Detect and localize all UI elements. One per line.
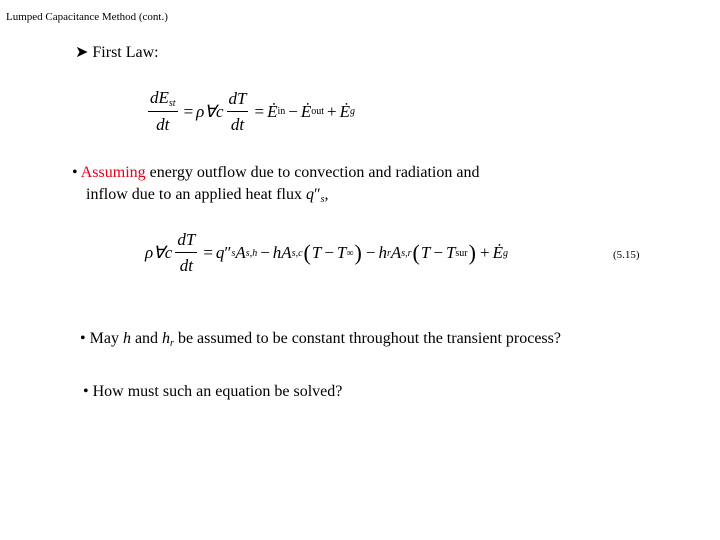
- bullet-text: and: [130, 330, 163, 347]
- eq-sub: s,h: [245, 247, 258, 259]
- bullet-text: inflow due to an applied heat flux: [86, 186, 306, 203]
- eq-term: ρ∀c: [196, 101, 224, 121]
- fraction-dT-dt: [227, 89, 249, 135]
- eq-term: Ė: [492, 243, 503, 262]
- highlight-text: Assuming: [80, 164, 146, 181]
- eq-term: h: [378, 243, 387, 262]
- eq-op: −: [365, 243, 376, 262]
- eq-term: dT: [227, 89, 249, 112]
- eq-sub: s: [231, 247, 236, 259]
- eq-op: =: [254, 101, 265, 121]
- eq-term: T: [445, 243, 456, 262]
- eq-sub: s: [320, 194, 325, 205]
- eq-sub: g: [502, 247, 508, 259]
- bullet-icon: •: [72, 164, 78, 181]
- eq-term: T: [311, 243, 322, 262]
- eq-op: +: [479, 243, 490, 262]
- eq-op: −: [433, 243, 443, 262]
- question-bullet-1: [80, 330, 561, 349]
- equation-number: (5.15): [613, 249, 640, 261]
- eq-sub: g: [349, 106, 355, 117]
- bullet-icon: •: [80, 330, 86, 347]
- eq-paren: (: [412, 240, 420, 265]
- eq-paren: ): [468, 240, 476, 265]
- eq-term: T: [336, 243, 347, 262]
- eq-sub: r: [386, 247, 391, 259]
- eq-sub: r: [170, 338, 174, 349]
- eq-term: h: [122, 330, 131, 347]
- eq-term: Ė: [339, 101, 350, 121]
- eq-op: −: [288, 101, 298, 121]
- eq-term: T: [420, 243, 431, 262]
- eq-term: ″: [313, 186, 321, 203]
- bullet-text: be assumed to be constant throughout the transient process?: [173, 330, 561, 347]
- transient-equation: [145, 230, 508, 276]
- eq-term: A: [235, 243, 246, 262]
- bullet-icon: •: [83, 383, 89, 400]
- eq-sub: in: [277, 106, 286, 117]
- eq-paren: (: [303, 240, 311, 265]
- assumption-bullet: [72, 162, 479, 211]
- eq-term: q: [215, 243, 225, 262]
- eq-sub: ∞: [346, 247, 354, 259]
- eq-term: ρ∀c: [145, 243, 173, 262]
- energy-balance-equation: [145, 88, 355, 135]
- eq-term: q: [305, 186, 314, 203]
- eq-term: dT: [175, 230, 197, 253]
- eq-op: +: [327, 101, 337, 121]
- eq-op: =: [203, 243, 213, 262]
- eq-op: −: [260, 243, 270, 262]
- eq-sub: s,r: [401, 247, 412, 259]
- eq-term: ″: [224, 243, 232, 262]
- first-law-heading: [75, 42, 159, 62]
- eq-sub: sur: [455, 247, 468, 259]
- bullet-text: How must such an equation be solved?: [92, 383, 343, 400]
- eq-term: dt: [179, 256, 193, 275]
- first-law-label: First Law:: [92, 44, 159, 61]
- bullet-text: May: [89, 330, 123, 347]
- eq-op: −: [324, 243, 334, 262]
- eq-op: =: [183, 101, 194, 121]
- eq-sub: st: [168, 98, 176, 109]
- eq-sub: s,c: [291, 247, 303, 259]
- question-bullet-2: [83, 383, 342, 401]
- eq-term: h: [162, 330, 171, 347]
- eq-term: A: [281, 243, 292, 262]
- eq-term: h: [272, 243, 282, 262]
- arrow-bullet-icon: ➤: [75, 44, 89, 61]
- eq-paren: ): [354, 240, 362, 265]
- fraction-dEst-dt: [148, 88, 178, 135]
- eq-term: A: [390, 243, 402, 262]
- eq-term: Ė: [300, 101, 312, 121]
- eq-term: dt: [230, 114, 245, 134]
- slide-title: Lumped Capacitance Method (cont.): [6, 11, 168, 23]
- eq-term: dt: [156, 115, 170, 134]
- eq-sub: out: [311, 106, 324, 117]
- bullet-text: energy outflow due to convection and radiation and: [145, 164, 480, 181]
- eq-term: Ė: [267, 101, 278, 121]
- eq-term: dE: [150, 88, 169, 107]
- fraction-dT-dt: [175, 230, 197, 276]
- punct: ,: [324, 186, 329, 203]
